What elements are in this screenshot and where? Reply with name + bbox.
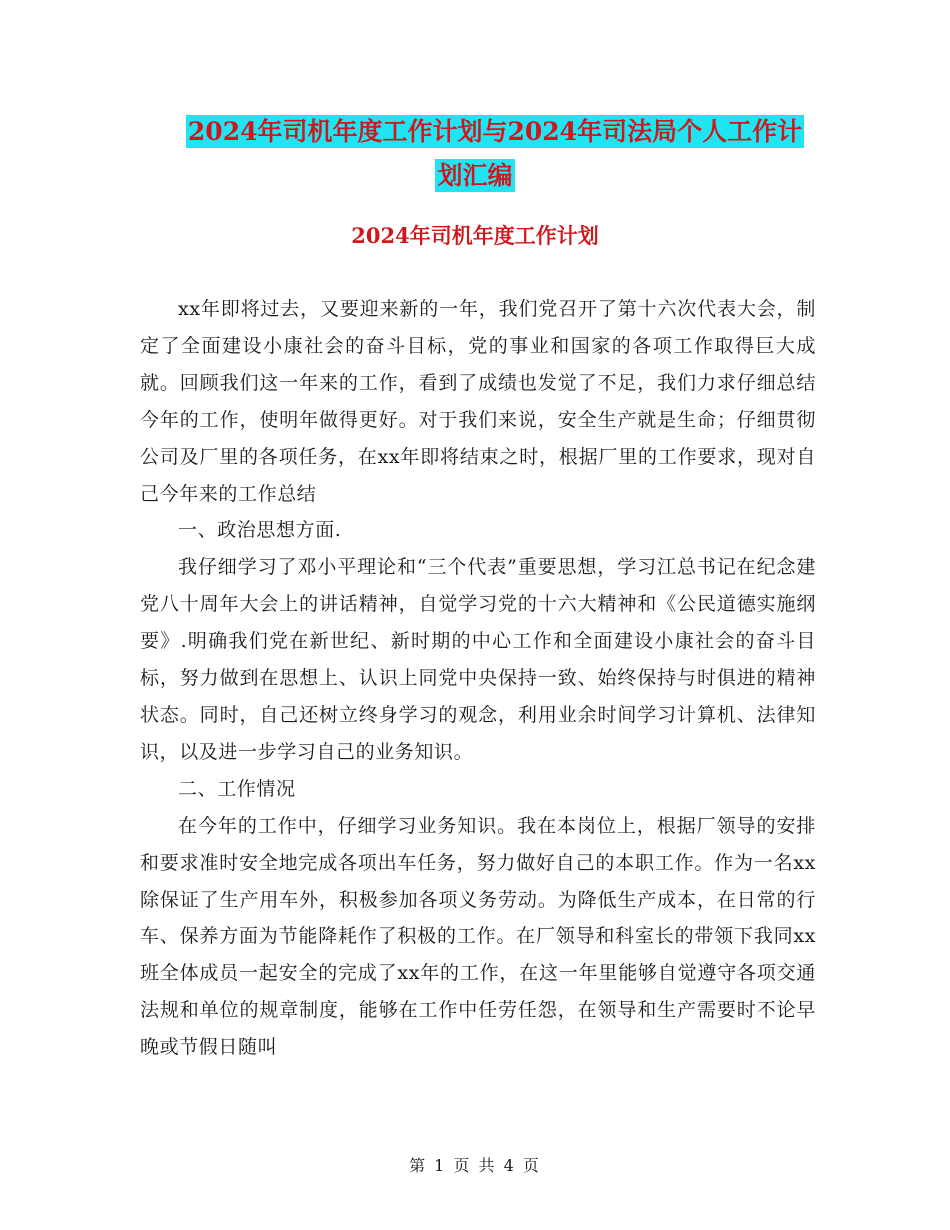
document-title-line2: 划汇编 [437,161,513,190]
document-title-line1: 2024年司机年度工作计划与2024年司法局个人工作计 [187,117,803,146]
document-body [140,291,816,1066]
paragraph-intro: xx年即将过去，又要迎来新的一年，我们党召开了第十六次代表大会，制定了全面建设小康社会的奋斗目标，党的事业和国家的各项工作取得巨大成就。回顾我们这一年来的工作，看到了成绩也发觉了不足，我们力求仔细总结今年的工作，使明年做得更好。对于我们来说，安全生产就是生命；仔细贯彻公司及厂里的各项任务，在xx年即将结束之时，根据厂里的工作要求，现对自己今年来的工作总结 [140,298,816,505]
paragraph-political-thought: 我仔细学习了邓小平理论和“三个代表”重要思想，学习江总书记在纪念建党八十周年大会上的讲话精神，自觉学习党的十六大精神和《公民道德实施纲要》.明确我们党在新世纪、新时期的中心工作和全面建设小康社会的奋斗目标，努力做到在思想上、认识上同党中央保持一致、始终保持与时俱进的精神状态。同时，自己还树立终身学习的观念，利用业余时间学习计算机、法律知识，以及进一步学习自己的业务知识。 [140,556,816,763]
heading-political-thought: 一、政治思想方面. [178,519,342,542]
heading-work-situation: 二、工作情况 [178,777,296,800]
paragraph-work-situation: 在今年的工作中，仔细学习业务知识。我在本岗位上，根据厂领导的安排和要求准时安全地完成各项出车任务，努力做好自己的本职工作。作为一名xx除保证了生产用车外，积极参加各项义务劳动。为降低生产成本，在日常的行车、保养方面为节能降耗作了积极的工作。在厂领导和科室长的带领下我同xx班全体成员一起安全的完成了xx年的工作，在这一年里能够自觉遵守各项交通法规和单位的规章制度，能够在工作中任劳任怨，在领导和生产需要时不论早晚或节假日随叫 [140,814,816,1059]
document-title [0,110,950,198]
page-footer: 第 1 页 共 4 页 [409,1156,541,1175]
section-title: 2024年司机年度工作计划 [351,223,599,248]
